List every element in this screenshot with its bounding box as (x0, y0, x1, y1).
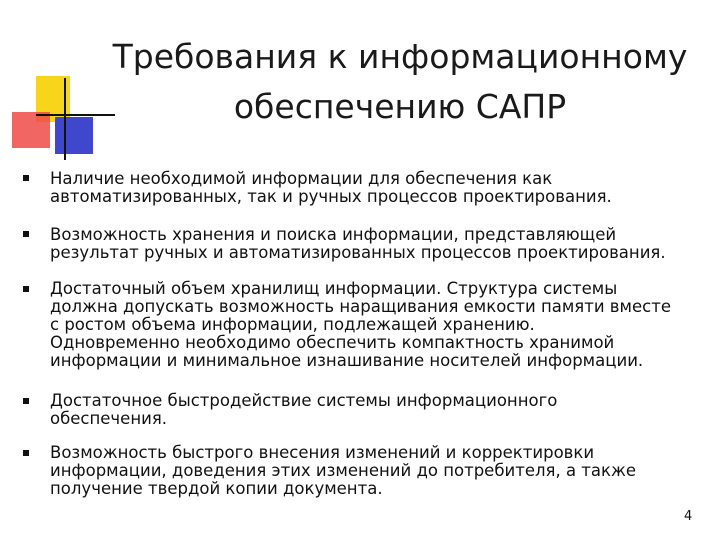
square-bullet-icon (23, 231, 29, 237)
square-bullet-icon (23, 175, 29, 181)
bullet-line: должна допускать возможность наращивания емкости памяти вместе (50, 297, 671, 316)
page-title-line: обеспечению САПР (233, 87, 567, 126)
bullet-line: результат ручных и автоматизированных процессов проектирования. (50, 243, 666, 262)
bullet-line: автоматизированных, так и ручных процессов проектирования. (50, 187, 612, 206)
bullet-line: информации, доведения этих изменений до потребителя, а также (50, 461, 636, 480)
bullet-line: Достаточный объем хранилищ информации. Структура системы (50, 279, 618, 298)
page-title-line: Требования к информационному (112, 37, 688, 76)
bullet-text (50, 392, 700, 428)
bullet-text (50, 226, 700, 262)
bullet-text (50, 170, 700, 206)
square-bullet-icon (23, 398, 29, 404)
bullet-text (50, 444, 700, 498)
bullet-line: получение твердой копии документа. (50, 479, 383, 498)
bullet-line: Достаточное быстродействие системы информационного (50, 391, 558, 410)
square-bullet-icon (23, 286, 29, 292)
page-number: 4 (684, 509, 693, 524)
bullet-line: информации и минимальное изнашивание носителей информации. (50, 351, 644, 370)
bullet-line: обеспечения. (50, 409, 168, 428)
bullet-line: Одновременно необходимо обеспечить компактность хранимой (50, 333, 615, 352)
bullet-line: Возможность хранения и поиска информации, представляющей (50, 225, 617, 244)
bullet-line: с ростом объема информации, подлежащей хранению. (50, 315, 535, 334)
bullet-line: Наличие необходимой информации для обеспечения как (50, 169, 553, 188)
bullet-text (50, 280, 700, 370)
bullet-line: Возможность быстрого внесения изменений и корректировки (50, 443, 595, 462)
square-bullet-icon (23, 450, 29, 456)
